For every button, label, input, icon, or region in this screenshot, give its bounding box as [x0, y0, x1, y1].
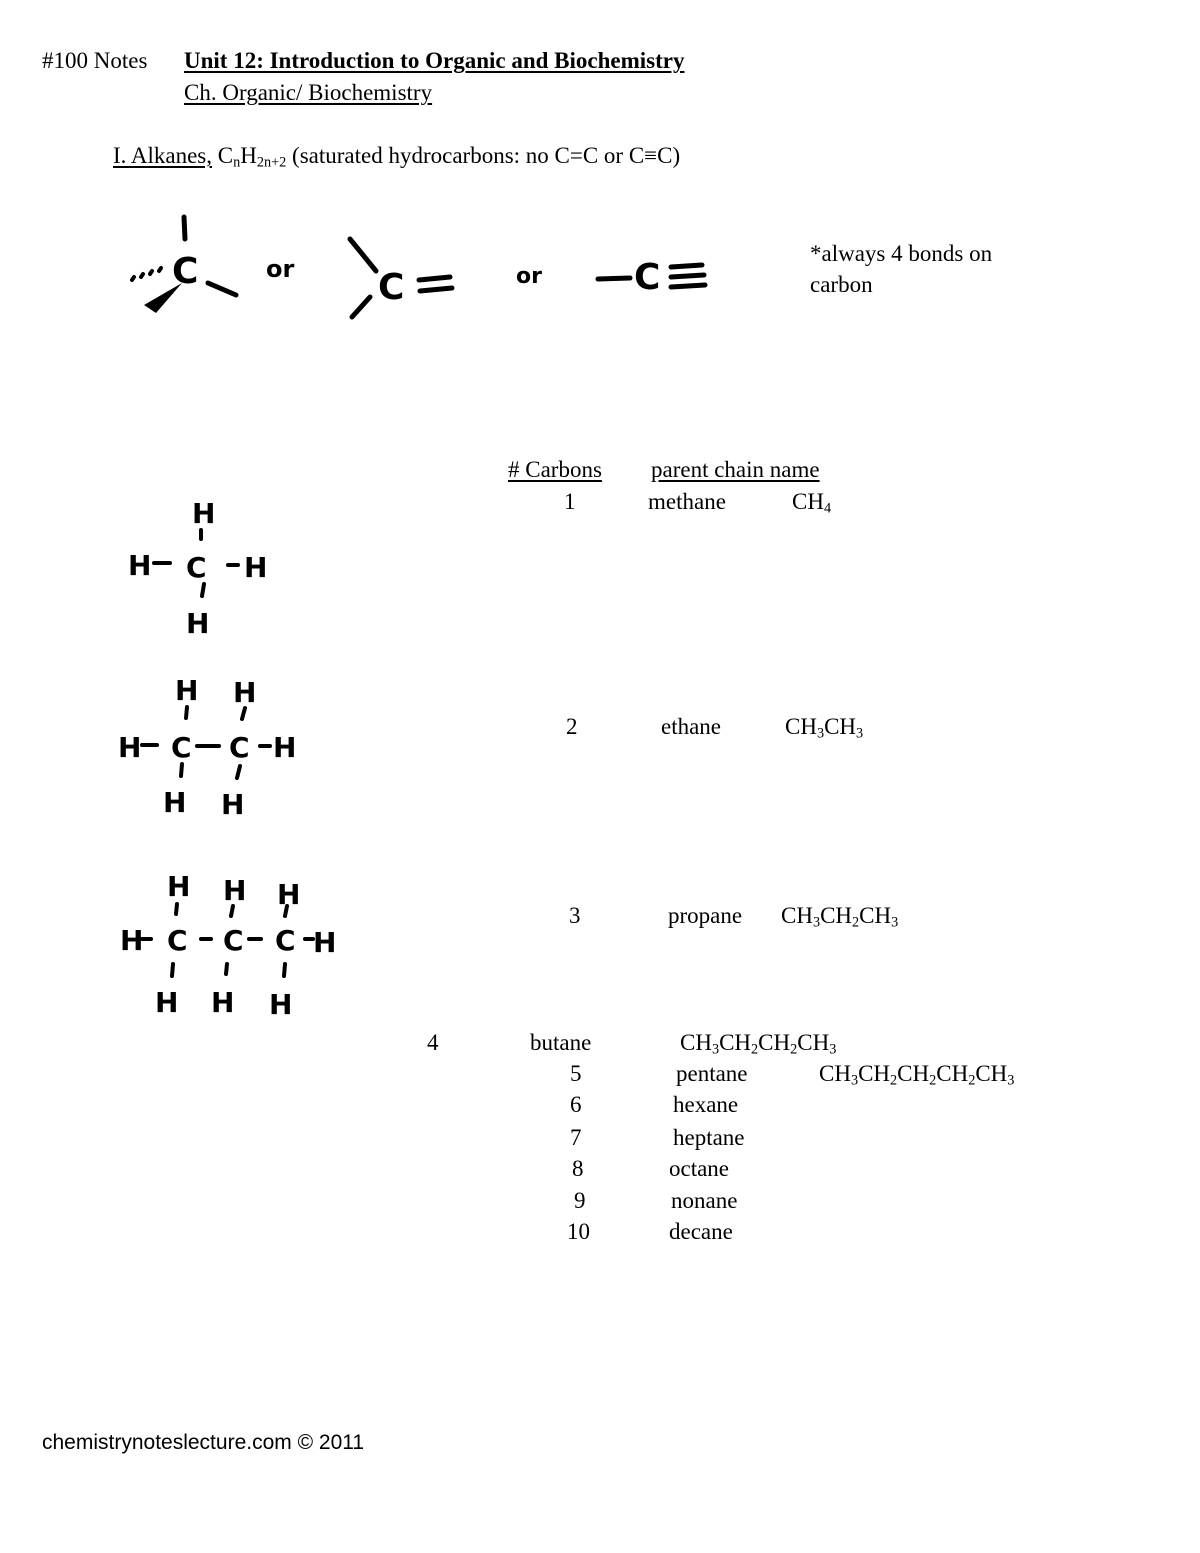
section-heading-line: [113, 143, 681, 171]
carbon-count: 1: [564, 489, 576, 514]
alkane-name: methane: [648, 489, 726, 514]
carbon-count: 9: [574, 1188, 586, 1213]
or-label-2: or: [516, 264, 542, 289]
double-bond-top: [419, 277, 450, 280]
alkane-name: hexane: [673, 1092, 739, 1117]
carbon-count: 8: [572, 1156, 584, 1181]
carbon-label: C: [186, 551, 207, 584]
hydrogen-label: H: [223, 874, 247, 907]
notes-number: #100 Notes: [42, 48, 148, 73]
carbon-label: C: [229, 731, 250, 764]
alkane-name: propane: [668, 903, 743, 928]
bond-note-line-1: *always 4 bonds on: [810, 241, 993, 266]
hydrogen-label: H: [155, 986, 179, 1019]
name-column-header: parent chain name: [651, 457, 820, 482]
bond-hash-2: [141, 274, 143, 277]
carbon-label: C: [167, 924, 188, 957]
bond-hash-4: [159, 268, 161, 271]
methane-structure-sketch: [120, 495, 290, 645]
carbon-label: C: [171, 731, 192, 764]
triple-bond-1: [671, 265, 702, 267]
bond-upper-left: [350, 239, 376, 271]
general-formula: $C_nH_{2n+2}$: [217, 143, 287, 171]
unit-title: Unit 12: Introduction to Organic and Biochemistry: [184, 48, 685, 73]
hydrogen-label: H: [128, 549, 152, 582]
bond: [226, 964, 227, 974]
carbon-label: C: [378, 267, 405, 308]
carbon-label: C: [223, 924, 244, 957]
section-heading: I. Alkanes,: [113, 143, 213, 168]
bond-right: [208, 283, 236, 295]
triple-bond-3: [671, 285, 705, 287]
hydrogen-label: H: [118, 731, 142, 764]
carbon-count: 3: [569, 903, 581, 928]
bond: [237, 766, 240, 778]
chapter-title: Ch. Organic/ Biochemistry: [184, 80, 433, 105]
carbon-count: 2: [566, 714, 578, 739]
alkane-name: nonane: [671, 1188, 738, 1213]
carbon-count: 7: [570, 1125, 582, 1150]
bond: [181, 764, 182, 776]
carbon-label: C: [172, 251, 199, 292]
condensed-formula: $CH_3CH_3$: [785, 714, 864, 742]
propane-structure-sketch: [115, 868, 355, 1021]
bond: [242, 708, 245, 719]
alkane-name: heptane: [673, 1125, 745, 1150]
bond: [231, 906, 233, 916]
section-description: (saturated hydrocarbons: no C=C or C≡C): [292, 143, 681, 168]
bond: [176, 904, 177, 914]
alkane-name: decane: [669, 1219, 733, 1244]
or-label-1: or: [266, 255, 295, 283]
carbon-count: 10: [567, 1219, 590, 1244]
alkane-name: octane: [669, 1156, 730, 1181]
condensed-formula: $CH_3CH_2CH_2CH_3$: [680, 1030, 837, 1058]
carbon-count: 5: [570, 1061, 582, 1086]
bond-hash-1: [132, 277, 134, 280]
alkane-name: pentane: [676, 1061, 748, 1086]
carbon-count: 6: [570, 1092, 582, 1117]
bond-up: [184, 217, 185, 239]
hydrogen-label: H: [273, 731, 297, 764]
bond: [202, 584, 204, 596]
hydrogen-label: H: [163, 786, 187, 819]
carbons-column-header: # Carbons: [508, 457, 602, 482]
bond: [284, 964, 285, 976]
condensed-formula: $CH_4$: [792, 489, 832, 517]
bond-left: [598, 278, 630, 279]
hydrogen-label: H: [192, 497, 216, 530]
ethane-structure-sketch: [115, 672, 315, 822]
bond: [172, 964, 173, 976]
hydrogen-label: H: [221, 788, 245, 821]
carbon-label: C: [634, 257, 661, 298]
hydrogen-label: H: [233, 676, 257, 709]
condensed-formula: $CH_3CH_2CH_3$: [781, 903, 899, 931]
hydrogen-label: H: [120, 924, 144, 957]
bond-note: [810, 238, 992, 300]
alkane-name: butane: [530, 1030, 592, 1055]
carbon-count: 4: [427, 1030, 439, 1055]
carbon-bond-geometry-sketch: [120, 205, 740, 335]
triple-bond-2: [671, 275, 704, 277]
hydrogen-label: H: [167, 870, 191, 903]
condensed-formula: $CH_3CH_2CH_2CH_2CH_3$: [819, 1061, 1015, 1089]
bond-lower-left: [352, 297, 370, 317]
bond-hash-3: [150, 271, 152, 274]
bond: [186, 707, 187, 718]
hydrogen-label: H: [277, 878, 301, 911]
hydrogen-label: H: [313, 926, 337, 959]
hydrogen-label: H: [175, 674, 199, 707]
hydrogen-label: H: [211, 986, 235, 1019]
footer-copyright: chemistrynoteslecture.com © 2011: [42, 1431, 365, 1454]
hydrogen-label: H: [186, 607, 210, 640]
alkane-name: ethane: [661, 714, 722, 739]
hydrogen-label: H: [269, 988, 293, 1021]
bond-note-line-2: carbon: [810, 272, 873, 297]
double-bond-bottom: [420, 288, 452, 291]
carbon-label: C: [275, 924, 296, 957]
hydrogen-label: H: [244, 551, 268, 584]
